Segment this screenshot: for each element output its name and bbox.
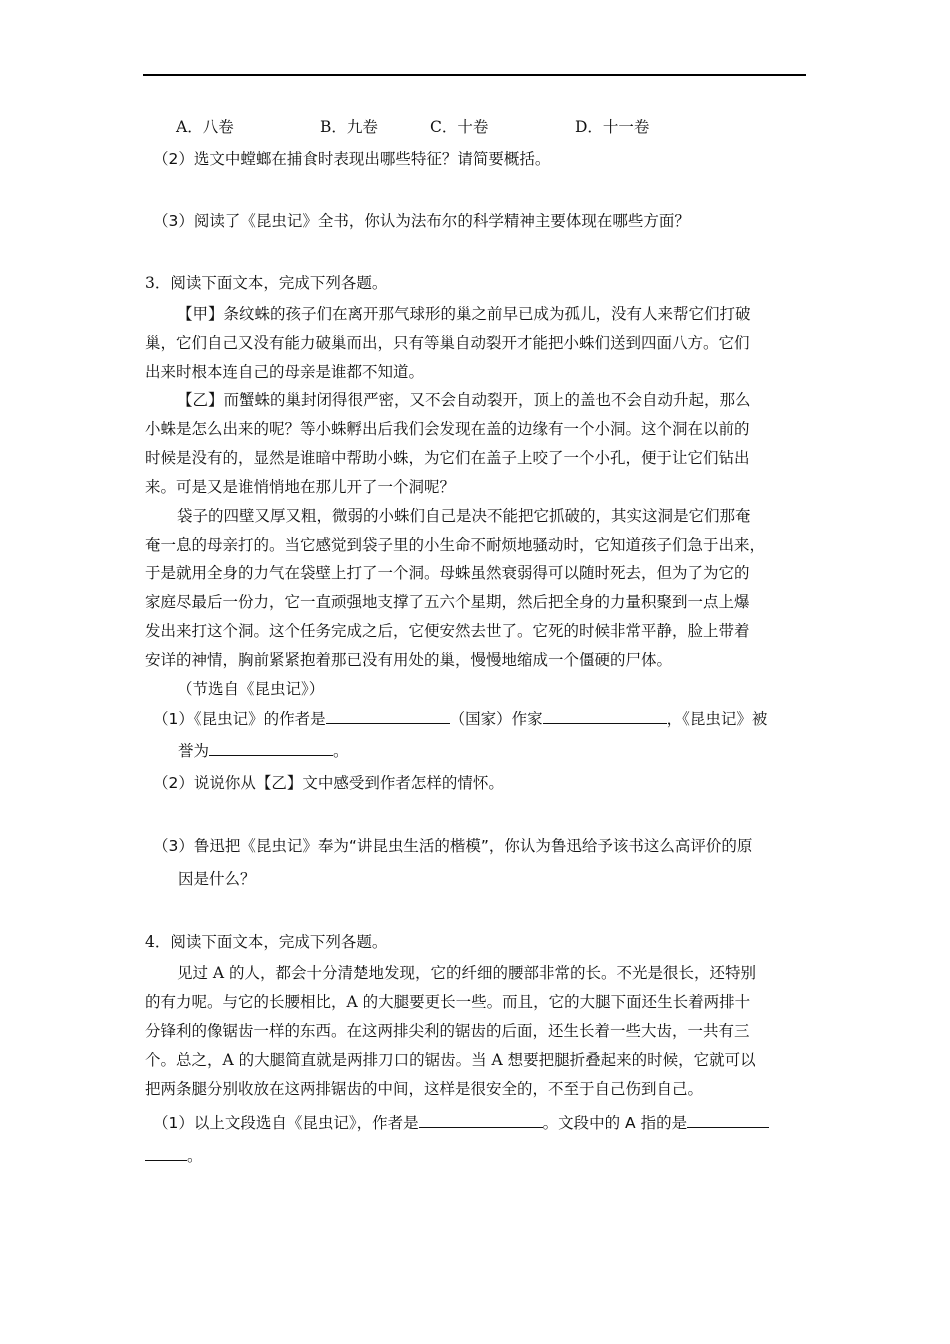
q3-text-line: 奄一息的母亲打的。当它感觉到袋子里的小生命不耐烦地骚动时，它知道孩子们急于出来， [145,536,766,554]
q3-sub1-line1 [153,708,767,729]
q3-source-note: （节选自《昆虫记》） [177,680,325,698]
q3-text-line: 时候是没有的，显然是谁暗中帮助小蛛，为它们在盖子上咬了一个小孔，便于让它们钻出 [145,449,750,467]
q3-sub1-text-e: 。 [333,742,349,760]
q3-sub1-text-b: （国家）作家 [449,710,543,728]
q3-text-line: 于是就用全身的力气在袋壁上打了一个洞。母蛛虽然衰弱得可以随时死去，但为了为它的 [145,564,750,582]
q2-sub3: （3）阅读了《昆虫记》全书，你认为法布尔的科学精神主要体现在哪些方面？ [153,212,690,230]
q3-sub1-text-d: 誉为 [178,742,210,760]
q4-sub1-text-c: 。 [187,1147,203,1165]
q4-text-line: 的有力呢。与它的长腰相比，A 的大腿要更长一些。而且，它的大腿下面还生长着两排十 [145,993,751,1011]
q4-text-line: 个。总之，A 的大腿简直就是两排刀口的锯齿。当 A 想要把腿折叠起来的时候，它就可以 [145,1051,756,1069]
q3-text-line: 巢，它们自己又没有能力破巢而出，只有等巢自动裂开才能把小蛛们送到四面八方。它们 [145,334,750,352]
q3-text-line: 小蛛是怎么出来的呢？等小蛛孵出后我们会发现在盖的边缘有一个小洞。这个洞在以前的 [145,420,750,438]
q3-text-line: 发出来打这个洞。这个任务完成之后，它便安然去世了。它死的时候非常平静，脸上带着 [145,622,750,640]
q3-sub2: （2）说说你从【乙】文中感受到作者怎样的情怀。 [153,774,504,792]
option-b: B．九卷 [320,118,378,136]
q3-sub1-text-c: ，《昆虫记》被 [666,710,768,728]
option-a: A．八卷 [176,118,234,136]
q4-heading: 4．阅读下面文本，完成下列各题。 [145,933,388,951]
q4-sub1-text-b: 。文段中的 A 指的是 [542,1114,688,1132]
q4-text-line: 把两条腿分别收放在这两排锯齿的中间，这样是很安全的，不至于自己伤到自己。 [145,1080,704,1098]
q3-sub3-line1: （3）鲁迅把《昆虫记》奉为“讲昆虫生活的楷模”，你认为鲁迅给予该书这么高评价的原 [153,837,753,855]
q3-text-line: 【甲】条纹蛛的孩子们在离开那气球形的巢之前早已成为孤儿，没有人来帮它们打破 [177,305,751,323]
q3-text-line: 【乙】而蟹蛛的巢封闭得很严密，又不会自动裂开，顶上的盖也不会自动升起，那么 [177,391,751,409]
q3-text-line: 出来时根本连自己的母亲是谁都不知道。 [145,363,425,381]
answer-blank-a-meaning-continued[interactable] [145,1145,187,1161]
q4-sub1-line2 [145,1145,203,1166]
q4-sub1-line1 [153,1112,769,1133]
q3-text-line: 家庭尽最后一份力，它一直顽强地支撑了五六个星期，然后把全身的力量积聚到一点上爆 [145,593,750,611]
header-rule [143,74,806,76]
option-c: C．十卷 [430,118,489,136]
q4-sub1-text-a: （1）以上文段选自《昆虫记》，作者是 [153,1114,419,1132]
q3-heading: 3．阅读下面文本，完成下列各题。 [145,274,388,292]
answer-blank-praise[interactable] [209,740,333,756]
answer-blank-author-country[interactable] [543,708,667,724]
q3-text-line: 来。可是又是谁悄悄地在那儿开了一个洞呢？ [145,478,456,496]
answer-blank-a-meaning[interactable] [687,1112,769,1128]
q3-sub3-line2: 因是什么？ [178,870,256,888]
answer-blank-author[interactable] [326,708,450,724]
q2-sub2: （2）选文中螳螂在捕食时表现出哪些特征？请简要概括。 [153,150,551,168]
answer-blank-author[interactable] [419,1112,543,1128]
q4-text-line: 见过 A 的人，都会十分清楚地发现，它的纤细的腰部非常的长。不光是很长，还特别 [177,964,757,982]
q3-text-line: 袋子的四壁又厚又粗，微弱的小蛛们自己是决不能把它抓破的，其实这洞是它们那奄 [177,507,751,525]
q3-text-line: 安详的神情，胸前紧紧抱着那已没有用处的巢，慢慢地缩成一个僵硬的尸体。 [145,651,673,669]
option-d: D．十一卷 [575,118,650,136]
q3-sub1-line2 [178,740,349,761]
q3-sub1-text-a: （1）《昆虫记》的作者是 [153,710,326,728]
q4-text-line: 分锋利的像锯齿一样的东西。在这两排尖利的锯齿的后面，还生长着一些大齿，一共有三 [145,1022,750,1040]
